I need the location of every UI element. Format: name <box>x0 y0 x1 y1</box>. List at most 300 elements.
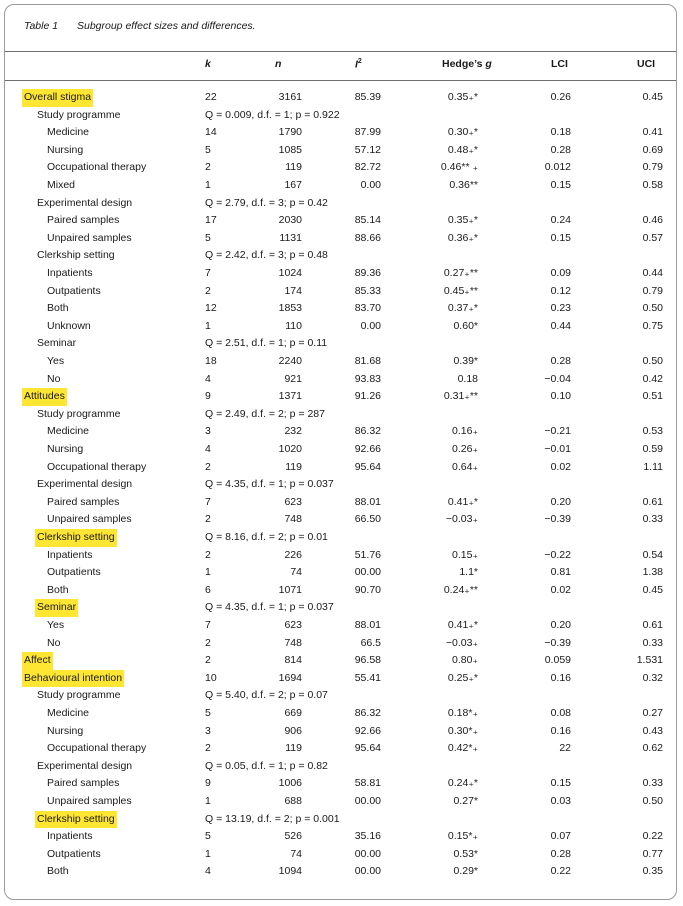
row-label: Study programme <box>37 689 121 702</box>
cell-uci: 0.61 <box>642 495 663 508</box>
table-row <box>0 582 683 600</box>
table-row <box>0 318 683 336</box>
cell-k: 4 <box>205 443 211 455</box>
cell-uci: 0.57 <box>642 231 663 244</box>
q-statistic: Q = 4.35, d.f. = 1; p = 0.037 <box>205 601 334 614</box>
row-label: Outpatients <box>47 284 101 297</box>
cell-lci: 0.03 <box>550 795 571 807</box>
cell-k: 14 <box>205 126 217 139</box>
cell-n: 1071 <box>278 583 302 596</box>
cell-i2: 82.72 <box>354 161 381 174</box>
cell-hedges-g: −0.03₊ <box>445 513 478 526</box>
cell-lci: 0.22 <box>550 865 571 878</box>
row-label: Yes <box>47 619 65 631</box>
cell-uci: 0.53 <box>642 425 663 438</box>
table-caption <box>24 20 256 32</box>
cell-hedges-g: 0.80₊ <box>452 654 478 667</box>
cell-lci: 0.09 <box>550 267 571 279</box>
cell-uci: 0.54 <box>642 548 663 561</box>
subgroup-row <box>0 811 683 829</box>
cell-k: 2 <box>205 460 211 473</box>
subgroup-row <box>0 476 683 494</box>
cell-k: 9 <box>205 390 211 403</box>
table-row <box>0 371 683 389</box>
cell-i2: 88.66 <box>354 231 381 244</box>
cell-i2: 66.50 <box>354 513 381 526</box>
q-statistic: Q = 2.51, d.f. = 1; p = 0.11 <box>205 337 328 350</box>
cell-k: 9 <box>205 777 211 790</box>
header-k: k <box>205 58 211 70</box>
cell-n: 74 <box>290 847 302 860</box>
cell-i2: 85.39 <box>354 91 381 103</box>
q-statistic: Q = 5.40, d.f. = 2; p = 0.07 <box>205 689 328 702</box>
table-row <box>0 177 683 195</box>
row-label: Paired samples <box>47 495 120 508</box>
cell-hedges-g: 0.27₊** <box>443 267 478 279</box>
cell-i2: 85.33 <box>354 284 381 297</box>
cell-hedges-g: 0.36** <box>449 179 478 191</box>
cell-lci: −0.21 <box>544 425 571 438</box>
subgroup-row <box>0 107 683 125</box>
cell-k: 7 <box>205 495 211 508</box>
table-row <box>0 635 683 653</box>
row-label: Study programme <box>37 108 121 121</box>
row-label: Both <box>47 865 69 878</box>
cell-lci: 0.15 <box>550 231 571 244</box>
cell-lci: 0.16 <box>550 671 571 684</box>
cell-lci: 0.10 <box>550 390 571 403</box>
cell-k: 3 <box>205 724 211 737</box>
cell-hedges-g: 0.64₊ <box>452 460 478 473</box>
cell-n: 748 <box>284 513 302 526</box>
row-label: Outpatients <box>47 847 101 860</box>
cell-n: 1131 <box>279 231 302 244</box>
cell-n: 1024 <box>278 267 302 279</box>
row-label: Occupational therapy <box>47 161 147 174</box>
cell-k: 17 <box>205 214 217 227</box>
row-label: Experimental design <box>37 478 133 491</box>
cell-lci: 0.16 <box>550 724 571 737</box>
cell-uci: 0.69 <box>642 143 663 156</box>
table-row <box>0 142 683 160</box>
cell-n: 119 <box>285 742 302 755</box>
cell-k: 2 <box>205 654 211 667</box>
cell-hedges-g: 0.24₊** <box>443 583 478 596</box>
table-row <box>0 863 683 881</box>
cell-uci: 0.79 <box>642 161 663 174</box>
header-uci: UCI <box>637 58 656 70</box>
cell-hedges-g: 0.42*₊ <box>447 742 478 755</box>
cell-i2: 96.58 <box>354 654 381 667</box>
cell-uci: 0.22 <box>642 830 663 843</box>
cell-n: 906 <box>284 724 302 737</box>
row-label: Clerkship setting <box>35 811 117 829</box>
cell-i2: 58.81 <box>354 777 381 790</box>
cell-uci: 0.50 <box>642 795 663 807</box>
cell-uci: 0.42 <box>642 372 663 385</box>
cell-hedges-g: 0.31₊** <box>443 390 478 403</box>
table-row <box>0 283 683 301</box>
row-label: Seminar <box>35 599 78 617</box>
subgroup-row <box>0 335 683 353</box>
cell-hedges-g: 0.35₊* <box>447 91 478 103</box>
row-label: Nursing <box>47 143 84 156</box>
table-row <box>0 441 683 459</box>
cell-hedges-g: 0.41₊* <box>447 495 478 508</box>
cell-k: 1 <box>205 795 211 807</box>
cell-n: 3161 <box>278 91 302 103</box>
table-row <box>0 617 683 635</box>
cell-i2: 57.12 <box>354 143 381 156</box>
cell-lci: 0.02 <box>550 583 571 596</box>
table-caption-text: Subgroup effect sizes and differences. <box>76 20 256 32</box>
row-label: Inpatients <box>47 267 93 279</box>
cell-i2: 83.70 <box>354 302 381 315</box>
cell-uci: 0.41 <box>642 126 663 139</box>
row-label: No <box>47 372 61 385</box>
row-label: Paired samples <box>47 214 120 227</box>
row-label: Nursing <box>47 443 84 455</box>
cell-hedges-g: 0.15₊ <box>452 548 478 561</box>
cell-k: 7 <box>205 619 211 631</box>
cell-hedges-g: 0.36₊* <box>447 231 478 244</box>
row-label: Study programme <box>37 407 121 420</box>
table-row <box>0 124 683 142</box>
cell-k: 10 <box>205 671 217 684</box>
outcome-row <box>0 670 683 688</box>
cell-i2: 51.76 <box>354 548 381 561</box>
cell-i2: 35.16 <box>354 830 381 843</box>
cell-lci: 0.02 <box>550 460 571 473</box>
cell-hedges-g: 0.27* <box>453 795 478 807</box>
cell-lci: 0.81 <box>550 566 571 579</box>
cell-n: 110 <box>285 319 302 332</box>
cell-i2: 87.99 <box>354 126 381 139</box>
header-i2: $I^2$ <box>355 58 362 71</box>
cell-i2: 00.00 <box>354 847 381 860</box>
table-row <box>0 740 683 758</box>
q-statistic: Q = 2.42, d.f. = 3; p = 0.48 <box>205 249 328 262</box>
cell-k: 6 <box>205 583 211 596</box>
cell-n: 669 <box>284 707 302 719</box>
cell-lci: 0.059 <box>544 654 571 667</box>
cell-i2: 86.32 <box>354 425 381 438</box>
cell-hedges-g: 0.39* <box>453 355 478 367</box>
cell-k: 1 <box>205 847 211 860</box>
cell-lci: 22 <box>559 742 571 755</box>
subgroup-row <box>0 195 683 213</box>
cell-uci: 0.33 <box>642 636 663 649</box>
outcome-row <box>0 388 683 406</box>
cell-uci: 0.58 <box>642 179 663 191</box>
q-statistic: Q = 0.009, d.f. = 1; p = 0.922 <box>205 108 340 121</box>
cell-uci: 0.44 <box>642 267 663 279</box>
cell-lci: −0.04 <box>544 372 571 385</box>
subgroup-row <box>0 247 683 265</box>
cell-hedges-g: 0.37₊* <box>447 302 478 315</box>
table-row <box>0 793 683 811</box>
cell-i2: 93.83 <box>354 372 381 385</box>
cell-n: 2240 <box>278 355 302 367</box>
cell-lci: 0.18 <box>550 126 571 139</box>
cell-n: 232 <box>284 425 302 438</box>
cell-hedges-g: 0.30₊* <box>447 126 478 139</box>
cell-n: 814 <box>284 654 302 667</box>
cell-n: 1006 <box>278 777 302 790</box>
table-row <box>0 511 683 529</box>
row-label: Clerkship setting <box>37 249 115 262</box>
row-label: Inpatients <box>47 548 93 561</box>
cell-k: 2 <box>205 636 211 649</box>
outcome-row <box>0 89 683 107</box>
cell-uci: 0.33 <box>642 513 663 526</box>
cell-k: 22 <box>205 91 217 103</box>
cell-k: 5 <box>205 830 211 843</box>
row-label: Affect <box>22 652 53 670</box>
header-lci: LCI <box>551 58 568 70</box>
cell-hedges-g: 0.48₊* <box>447 143 478 156</box>
row-label: Seminar <box>37 337 77 350</box>
cell-n: 688 <box>284 795 302 807</box>
cell-lci: 0.28 <box>550 847 571 860</box>
cell-lci: 0.26 <box>550 91 571 103</box>
cell-i2: 90.70 <box>354 583 381 596</box>
cell-lci: 0.08 <box>550 707 571 719</box>
cell-k: 2 <box>205 513 211 526</box>
cell-i2: 00.00 <box>354 566 381 579</box>
cell-i2: 92.66 <box>354 724 381 737</box>
cell-hedges-g: 0.46** ₊ <box>440 161 478 174</box>
cell-n: 623 <box>284 495 302 508</box>
row-label: Yes <box>47 355 65 367</box>
q-statistic: Q = 2.49, d.f. = 2; p = 287 <box>205 407 325 420</box>
cell-i2: 91.26 <box>354 390 381 403</box>
cell-uci: 0.32 <box>642 671 663 684</box>
table-row <box>0 459 683 477</box>
cell-hedges-g: 0.16₊ <box>452 425 478 438</box>
header-top-rule <box>5 51 676 52</box>
row-label: Paired samples <box>47 777 120 790</box>
row-label: Medicine <box>47 425 90 438</box>
cell-lci: 0.15 <box>550 777 571 790</box>
row-label: Unpaired samples <box>47 795 132 807</box>
cell-uci: 1.531 <box>636 654 663 667</box>
row-label: Nursing <box>47 724 84 737</box>
cell-i2: 55.41 <box>354 671 381 684</box>
cell-hedges-g: 0.35₊* <box>447 214 478 227</box>
cell-k: 7 <box>205 267 211 279</box>
cell-k: 4 <box>205 372 211 385</box>
table-row <box>0 159 683 177</box>
cell-hedges-g: 1.1* <box>459 566 478 579</box>
cell-uci: 0.43 <box>642 724 663 737</box>
cell-k: 5 <box>205 143 211 156</box>
row-label: Occupational therapy <box>47 742 147 755</box>
table-row <box>0 230 683 248</box>
row-label: Medicine <box>47 707 90 719</box>
cell-lci: −0.39 <box>544 513 571 526</box>
row-label: Unpaired samples <box>47 231 132 244</box>
cell-lci: −0.01 <box>544 443 571 455</box>
row-label: Outpatients <box>47 566 101 579</box>
cell-n: 1694 <box>278 671 302 684</box>
cell-n: 921 <box>284 372 302 385</box>
cell-k: 1 <box>205 319 211 332</box>
cell-n: 174 <box>284 284 302 297</box>
subgroup-row <box>0 599 683 617</box>
cell-hedges-g: 0.30*₊ <box>447 724 478 737</box>
row-label: Unpaired samples <box>47 513 132 526</box>
cell-lci: 0.15 <box>550 179 571 191</box>
cell-n: 119 <box>285 161 302 174</box>
cell-i2: 95.64 <box>354 742 381 755</box>
cell-n: 1371 <box>278 390 302 403</box>
cell-n: 748 <box>284 636 302 649</box>
cell-lci: −0.39 <box>544 636 571 649</box>
subgroup-row <box>0 687 683 705</box>
q-statistic: Q = 13.19, d.f. = 2; p = 0.001 <box>205 812 340 825</box>
cell-i2: 81.68 <box>354 355 381 367</box>
cell-hedges-g: 0.24₊* <box>447 777 478 790</box>
q-statistic: Q = 0.05, d.f. = 1; p = 0.82 <box>205 759 328 772</box>
cell-k: 1 <box>205 179 211 191</box>
outcome-row <box>0 652 683 670</box>
cell-hedges-g: 0.25₊* <box>447 671 478 684</box>
q-statistic: Q = 8.16, d.f. = 2; p = 0.01 <box>205 531 328 543</box>
table-row <box>0 265 683 283</box>
table-row <box>0 564 683 582</box>
cell-k: 2 <box>205 548 211 561</box>
table-row <box>0 828 683 846</box>
cell-n: 226 <box>284 548 302 561</box>
cell-uci: 0.77 <box>642 847 663 860</box>
subgroup-row <box>0 758 683 776</box>
cell-lci: 0.44 <box>550 319 571 332</box>
cell-i2: 00.00 <box>354 795 381 807</box>
cell-uci: 0.79 <box>642 284 663 297</box>
cell-lci: −0.22 <box>544 548 571 561</box>
cell-k: 18 <box>205 355 217 367</box>
cell-hedges-g: 0.41₊* <box>447 619 478 631</box>
cell-uci: 0.61 <box>642 619 663 631</box>
cell-n: 623 <box>284 619 302 631</box>
cell-uci: 0.46 <box>642 214 663 227</box>
q-statistic: Q = 2.79, d.f. = 3; p = 0.42 <box>205 196 328 209</box>
row-label: Behavioural intention <box>22 670 124 688</box>
cell-uci: 1.38 <box>642 566 663 579</box>
cell-n: 1020 <box>278 443 302 455</box>
cell-lci: 0.20 <box>550 619 571 631</box>
table-row <box>0 353 683 371</box>
cell-k: 5 <box>205 231 211 244</box>
cell-k: 1 <box>205 566 211 579</box>
row-label: Mixed <box>47 179 76 191</box>
subgroup-row <box>0 406 683 424</box>
cell-hedges-g: −0.03₊ <box>445 636 478 649</box>
cell-uci: 0.75 <box>642 319 663 332</box>
header-n: n <box>275 58 282 70</box>
table-row <box>0 494 683 512</box>
header-hedges-g: Hedge’s g <box>442 58 492 70</box>
cell-uci: 0.27 <box>642 707 663 719</box>
subgroup-row <box>0 529 683 547</box>
header-bottom-rule <box>5 80 676 81</box>
cell-k: 12 <box>205 302 217 315</box>
table-row <box>0 212 683 230</box>
cell-uci: 0.50 <box>642 302 663 315</box>
cell-i2: 85.14 <box>354 214 381 227</box>
cell-lci: 0.28 <box>550 355 571 367</box>
cell-n: 1790 <box>278 126 302 139</box>
cell-n: 1094 <box>278 865 302 878</box>
table-row <box>0 775 683 793</box>
cell-lci: 0.23 <box>550 302 571 315</box>
cell-k: 2 <box>205 742 211 755</box>
cell-uci: 0.35 <box>642 865 663 878</box>
cell-k: 5 <box>205 707 211 719</box>
cell-i2: 88.01 <box>354 495 381 508</box>
row-label: Overall stigma <box>22 89 93 107</box>
cell-n: 1853 <box>278 302 302 315</box>
row-label: Both <box>47 583 69 596</box>
cell-hedges-g: 0.26₊ <box>452 443 478 455</box>
cell-lci: 0.012 <box>544 161 571 174</box>
cell-k: 3 <box>205 425 211 438</box>
cell-uci: 0.51 <box>642 390 663 403</box>
row-label: Experimental design <box>37 759 133 772</box>
cell-i2: 66.5 <box>360 636 381 649</box>
cell-hedges-g: 0.53* <box>453 847 478 860</box>
cell-i2: 0.00 <box>360 179 381 191</box>
cell-uci: 1.11 <box>643 460 663 473</box>
cell-n: 167 <box>284 179 302 191</box>
cell-n: 74 <box>290 566 302 579</box>
cell-n: 119 <box>285 460 302 473</box>
cell-n: 1085 <box>278 143 302 156</box>
row-label: Medicine <box>47 126 90 139</box>
cell-lci: 0.28 <box>550 143 571 156</box>
cell-k: 2 <box>205 161 211 174</box>
table-row <box>0 705 683 723</box>
cell-i2: 86.32 <box>354 707 381 719</box>
q-statistic: Q = 4.35, d.f. = 1; p = 0.037 <box>205 478 334 491</box>
cell-lci: 0.07 <box>550 830 571 843</box>
cell-hedges-g: 0.15*₊ <box>447 830 478 843</box>
cell-uci: 0.45 <box>642 583 663 596</box>
cell-i2: 0.00 <box>360 319 381 332</box>
cell-lci: 0.24 <box>550 214 571 227</box>
cell-hedges-g: 0.29* <box>453 865 478 878</box>
cell-hedges-g: 0.45₊** <box>443 284 478 297</box>
cell-uci: 0.62 <box>642 742 663 755</box>
cell-lci: 0.12 <box>550 284 571 297</box>
row-label: Occupational therapy <box>47 460 147 473</box>
cell-lci: 0.20 <box>550 495 571 508</box>
cell-uci: 0.33 <box>642 777 663 790</box>
cell-i2: 89.36 <box>354 267 381 279</box>
cell-hedges-g: 0.18 <box>457 372 478 385</box>
cell-n: 2030 <box>278 214 302 227</box>
cell-hedges-g: 0.60* <box>453 319 478 332</box>
cell-n: 526 <box>284 830 302 843</box>
cell-i2: 00.00 <box>354 865 381 878</box>
cell-i2: 88.01 <box>354 619 381 631</box>
row-label: Experimental design <box>37 196 133 209</box>
table-row <box>0 423 683 441</box>
row-label: Clerkship setting <box>35 529 117 547</box>
table-row <box>0 547 683 565</box>
cell-uci: 0.45 <box>642 91 663 103</box>
